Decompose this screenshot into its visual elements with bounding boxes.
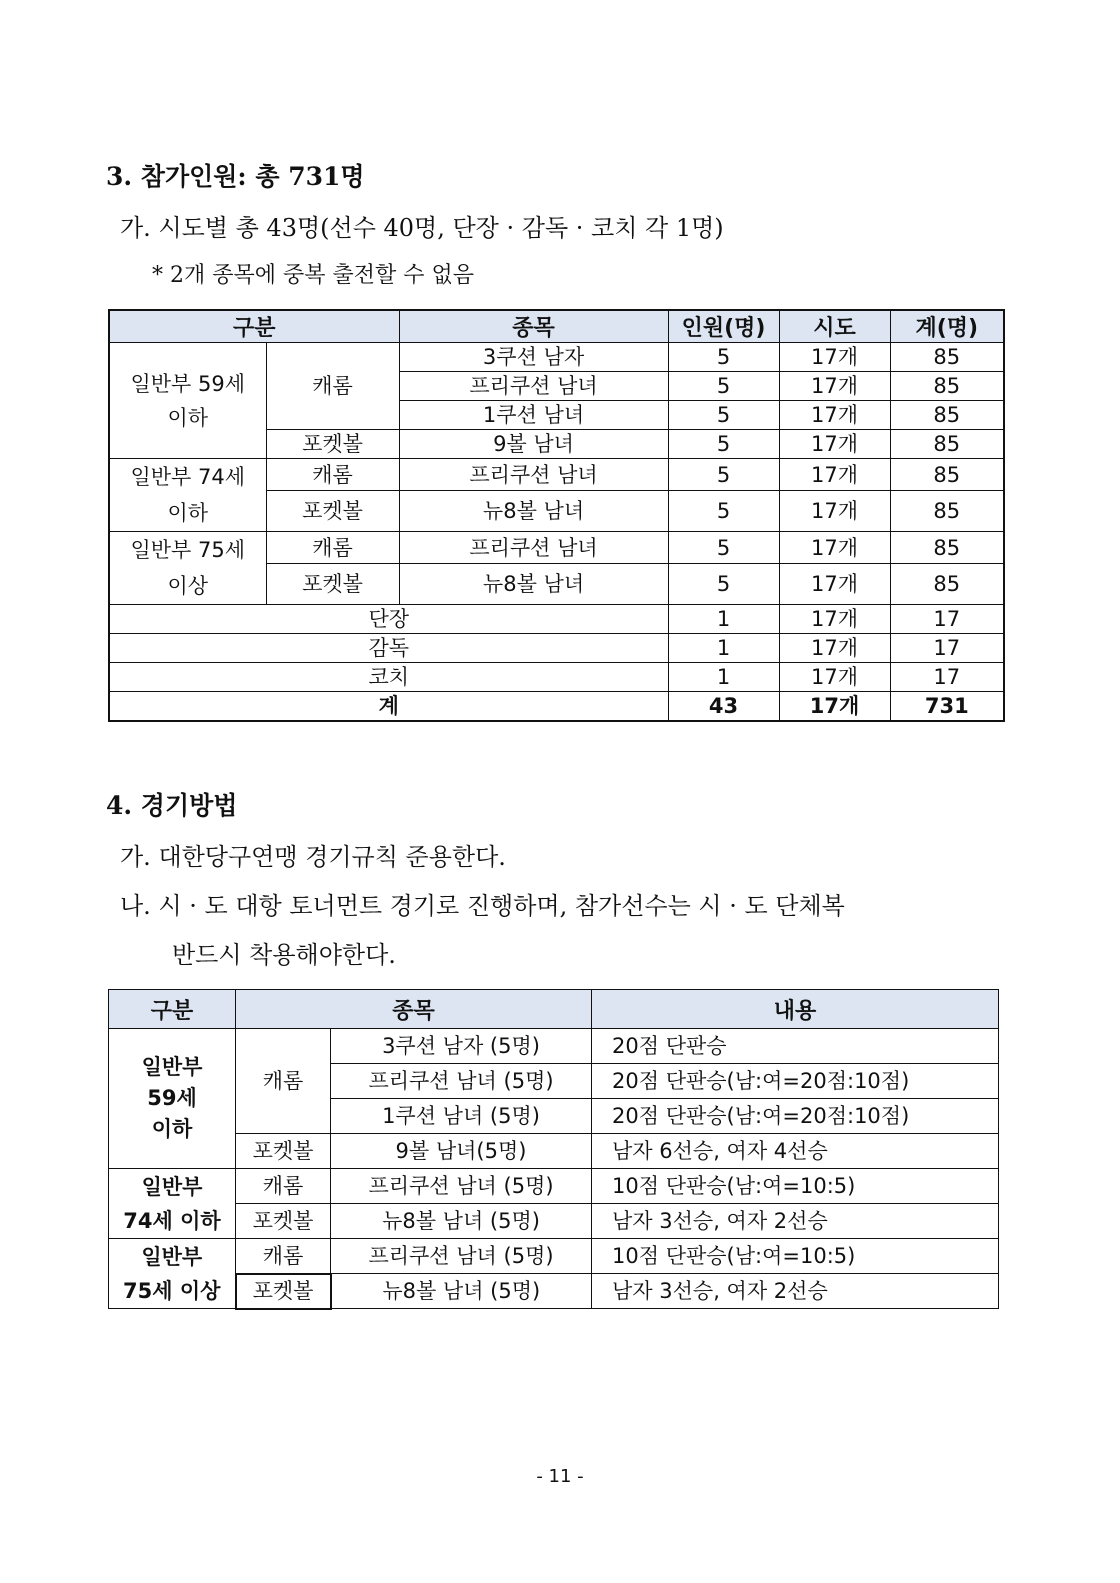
event-cell: 9볼 남녀 bbox=[399, 430, 668, 459]
group-label-line: 75세 이상 bbox=[123, 1278, 221, 1303]
table-row bbox=[109, 1029, 999, 1064]
category-cell: 캐롬 bbox=[236, 1029, 331, 1134]
total-cell: 17 bbox=[890, 605, 1004, 634]
sido-cell: 17개 bbox=[779, 634, 890, 663]
rule-cell: 20점 단판승 bbox=[592, 1029, 999, 1064]
rule-cell: 남자 3선승, 여자 2선승 bbox=[592, 1274, 999, 1309]
group-label-line: 59세 bbox=[147, 1086, 197, 1110]
count-cell: 5 bbox=[668, 491, 779, 532]
event-cell: 뉴8볼 남녀 bbox=[399, 491, 668, 532]
sum-row bbox=[109, 692, 1004, 721]
category-cell: 캐롬 bbox=[236, 1169, 331, 1204]
group-label-line: 일반부 bbox=[141, 1174, 203, 1199]
table-row bbox=[109, 605, 1004, 634]
group-label-line: 일반부 bbox=[141, 1055, 203, 1079]
sum-count: 43 bbox=[668, 692, 779, 721]
count-cell: 5 bbox=[668, 372, 779, 401]
header-cell: 종목 bbox=[399, 310, 668, 343]
category-cell: 포켓볼 bbox=[266, 564, 399, 605]
total-cell: 85 bbox=[890, 564, 1004, 605]
event-cell: 프리쿠션 남녀 (5명) bbox=[331, 1169, 592, 1204]
event-cell: 1쿠션 남녀 (5명) bbox=[331, 1099, 592, 1134]
rule-cell: 남자 6선승, 여자 4선승 bbox=[592, 1134, 999, 1169]
category-cell: 포켓볼 bbox=[266, 491, 399, 532]
category-cell: 포켓볼 bbox=[266, 430, 399, 459]
sido-cell: 17개 bbox=[779, 605, 890, 634]
section3-line-a: 가. 시도별 총 43명(선수 40명, 단장 · 감독 · 코치 각 1명) bbox=[120, 214, 724, 242]
event-cell: 프리쿠션 남녀 (5명) bbox=[331, 1239, 592, 1274]
table-row bbox=[109, 1134, 999, 1169]
sido-cell: 17개 bbox=[779, 532, 890, 564]
sido-cell: 17개 bbox=[779, 663, 890, 692]
staff-cell: 단장 bbox=[109, 605, 668, 634]
category-cell: 캐롬 bbox=[266, 343, 399, 430]
category-cell: 포켓볼 bbox=[236, 1134, 331, 1169]
event-cell: 프리쿠션 남녀 bbox=[399, 532, 668, 564]
sido-cell: 17개 bbox=[779, 401, 890, 430]
group-label-line: 74세 이하 bbox=[123, 1208, 221, 1233]
group-cell bbox=[109, 1239, 236, 1309]
section4-heading: 4. 경기방법 bbox=[106, 791, 238, 820]
staff-cell: 감독 bbox=[109, 634, 668, 663]
group-label-line: 일반부 bbox=[141, 1244, 203, 1269]
count-cell: 5 bbox=[668, 401, 779, 430]
count-cell: 5 bbox=[668, 532, 779, 564]
sum-sido: 17개 bbox=[779, 692, 890, 721]
count-cell: 1 bbox=[668, 663, 779, 692]
total-cell: 85 bbox=[890, 343, 1004, 372]
count-cell: 5 bbox=[668, 430, 779, 459]
table-row bbox=[109, 1274, 999, 1309]
table-row bbox=[109, 1239, 999, 1274]
total-cell: 85 bbox=[890, 491, 1004, 532]
event-cell: 뉴8볼 남녀 (5명) bbox=[331, 1204, 592, 1239]
rule-cell: 20점 단판승(남:여=20점:10점) bbox=[592, 1099, 999, 1134]
category-cell: 포켓볼 bbox=[236, 1274, 331, 1309]
event-cell: 9볼 남녀(5명) bbox=[331, 1134, 592, 1169]
table-row bbox=[109, 1169, 999, 1204]
event-cell: 뉴8볼 남녀 (5명) bbox=[331, 1274, 592, 1309]
category-cell: 포켓볼 bbox=[236, 1204, 331, 1239]
event-cell: 3쿠션 남자 bbox=[399, 343, 668, 372]
section3-heading: 3. 참가인원: 총 731명 bbox=[106, 162, 365, 191]
group-cell: 일반부 74세 이하 bbox=[109, 459, 266, 532]
sido-cell: 17개 bbox=[779, 343, 890, 372]
group-cell: 일반부 59세 이하 bbox=[109, 343, 266, 459]
sido-cell: 17개 bbox=[779, 372, 890, 401]
page-number: - 11 - bbox=[536, 1466, 584, 1487]
rule-cell: 20점 단판승(남:여=20점:10점) bbox=[592, 1064, 999, 1099]
sido-cell: 17개 bbox=[779, 430, 890, 459]
table-row bbox=[109, 663, 1004, 692]
participants-table bbox=[108, 309, 1005, 722]
sido-cell: 17개 bbox=[779, 459, 890, 491]
section4-line-b2: 반드시 착용해야한다. bbox=[172, 941, 396, 969]
header-cell: 구분 bbox=[109, 990, 236, 1029]
sum-total: 731 bbox=[890, 692, 1004, 721]
table-row bbox=[109, 343, 1004, 372]
table-row bbox=[109, 634, 1004, 663]
rule-cell: 남자 3선승, 여자 2선승 bbox=[592, 1204, 999, 1239]
group-cell bbox=[109, 1169, 236, 1239]
event-cell: 3쿠션 남자 (5명) bbox=[331, 1029, 592, 1064]
count-cell: 5 bbox=[668, 459, 779, 491]
count-cell: 5 bbox=[668, 564, 779, 605]
header-cell: 구분 bbox=[109, 310, 399, 343]
sido-cell: 17개 bbox=[779, 491, 890, 532]
event-cell: 프리쿠션 남녀 bbox=[399, 459, 668, 491]
header-cell: 종목 bbox=[236, 990, 592, 1029]
group-label-line: 이하 bbox=[151, 1117, 193, 1141]
category-cell: 캐롬 bbox=[236, 1239, 331, 1274]
event-cell: 1쿠션 남녀 bbox=[399, 401, 668, 430]
total-cell: 85 bbox=[890, 401, 1004, 430]
header-cell: 내용 bbox=[592, 990, 999, 1029]
rule-cell: 10점 단판승(남:여=10:5) bbox=[592, 1239, 999, 1274]
game-method-table bbox=[108, 989, 999, 1310]
rule-cell: 10점 단판승(남:여=10:5) bbox=[592, 1169, 999, 1204]
staff-cell: 코치 bbox=[109, 663, 668, 692]
section3-note: * 2개 종목에 중복 출전할 수 없음 bbox=[152, 263, 474, 288]
table-row bbox=[109, 532, 1004, 564]
header-cell: 시도 bbox=[779, 310, 890, 343]
event-cell: 뉴8볼 남녀 bbox=[399, 564, 668, 605]
header-cell: 계(명) bbox=[890, 310, 1004, 343]
total-cell: 85 bbox=[890, 430, 1004, 459]
table-row bbox=[109, 459, 1004, 491]
event-cell: 프리쿠션 남녀 bbox=[399, 372, 668, 401]
total-cell: 85 bbox=[890, 459, 1004, 491]
total-cell: 85 bbox=[890, 532, 1004, 564]
header-cell: 인원(명) bbox=[668, 310, 779, 343]
count-cell: 5 bbox=[668, 343, 779, 372]
event-cell: 프리쿠션 남녀 (5명) bbox=[331, 1064, 592, 1099]
section4-line-b1: 나. 시 · 도 대항 토너먼트 경기로 진행하며, 참가선수는 시 · 도 단체복 bbox=[120, 892, 845, 920]
total-cell: 17 bbox=[890, 634, 1004, 663]
total-cell: 85 bbox=[890, 372, 1004, 401]
count-cell: 1 bbox=[668, 605, 779, 634]
sum-label: 계 bbox=[109, 692, 668, 721]
category-cell: 캐롬 bbox=[266, 459, 399, 491]
group-cell: 일반부 75세 이상 bbox=[109, 532, 266, 605]
category-cell: 캐롬 bbox=[266, 532, 399, 564]
group-cell bbox=[109, 1029, 236, 1169]
count-cell: 1 bbox=[668, 634, 779, 663]
sido-cell: 17개 bbox=[779, 564, 890, 605]
section4-line-a: 가. 대한당구연맹 경기규칙 준용한다. bbox=[120, 843, 506, 871]
total-cell: 17 bbox=[890, 663, 1004, 692]
table-row bbox=[109, 1204, 999, 1239]
